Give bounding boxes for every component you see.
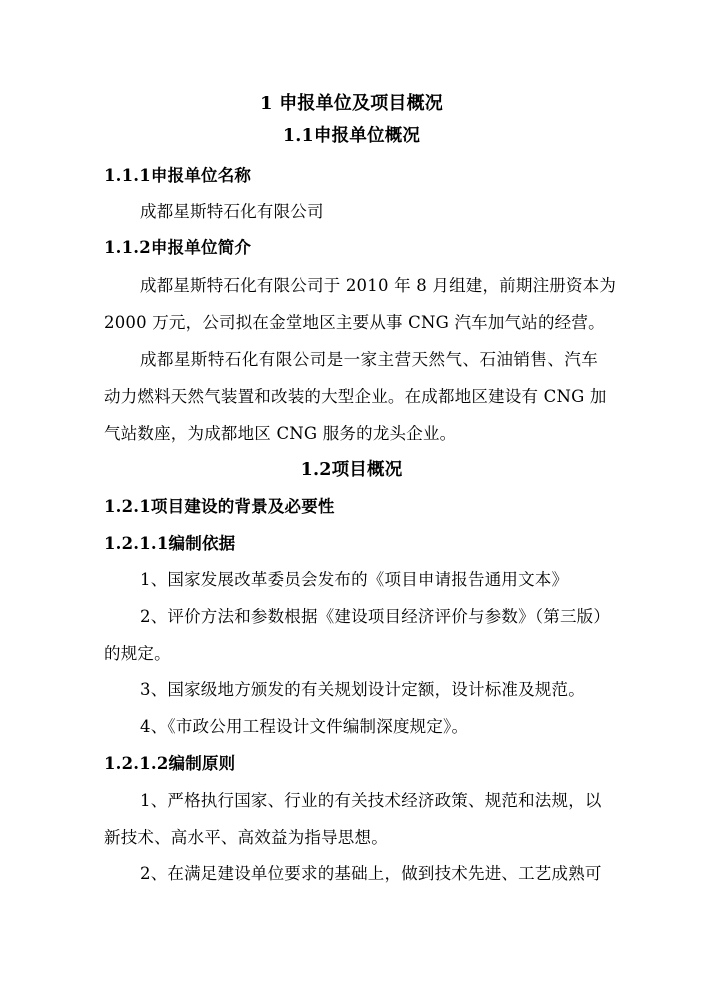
- document-title: 1 申报单位及项目概况: [260, 93, 443, 114]
- basis-item-3: 3、国家级地方颁发的有关规划设计定额，设计标准及规范。: [140, 680, 585, 699]
- section-heading-1-1: 1.1申报单位概况: [282, 126, 421, 146]
- principle-item-1-line1: 1、严格执行国家、行业的有关技术经济政策、规范和法规，以: [140, 791, 602, 810]
- basis-item-2-line2: 的规定。: [104, 644, 171, 663]
- intro-para2-line2: 动力燃料天然气装置和改装的大型企业。在成都地区建设有 CNG 加: [104, 387, 607, 406]
- basis-item-2-line1: 2、评价方法和参数根据《建设项目经济评价与参数》（第三版）: [140, 607, 611, 626]
- company-name-text: 成都星斯特石化有限公司: [140, 202, 324, 221]
- basis-item-4: 4、《市政公用工程设计文件编制深度规定》。: [140, 717, 469, 736]
- intro-para1-line1: 成都星斯特石化有限公司于 2010 年 8 月组建，前期注册资本为: [140, 276, 617, 295]
- principle-item-1-line2: 新技术、高水平、高效益为指导思想。: [104, 828, 388, 847]
- subsection-heading-1-2-1: 1.2.1项目建设的背景及必要性: [104, 497, 335, 516]
- subsection-heading-1-1-1: 1.1.1申报单位名称: [104, 166, 252, 185]
- principle-item-2-line1: 2、在满足建设单位要求的基础上，做到技术先进、工艺成熟可: [140, 864, 602, 883]
- section-heading-1-2: 1.2项目概况: [300, 460, 403, 480]
- intro-para1-line2: 2000 万元，公司拟在金堂地区主要从事 CNG 汽车加气站的经营。: [104, 313, 605, 332]
- subsection-heading-1-2-1-2: 1.2.1.2编制原则: [104, 754, 236, 773]
- subsection-heading-1-2-1-1: 1.2.1.1编制依据: [104, 534, 236, 553]
- intro-para2-line3: 气站数座，为成都地区 CNG 服务的龙头企业。: [104, 424, 457, 443]
- subsection-heading-1-1-2: 1.1.2申报单位简介: [104, 238, 252, 257]
- intro-para2-line1: 成都星斯特石化有限公司是一家主营天然气、石油销售、汽车: [140, 350, 598, 369]
- basis-item-1: 1、国家发展改革委员会发布的《项目申请报告通用文本》: [140, 570, 569, 589]
